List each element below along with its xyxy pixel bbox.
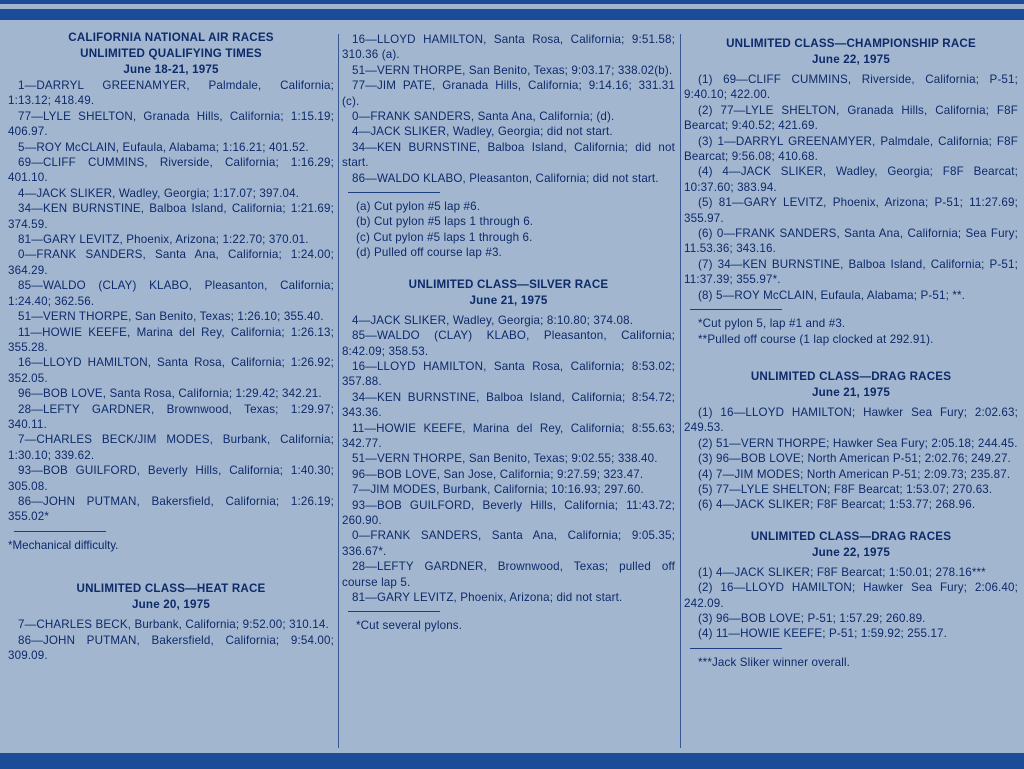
column-3 bbox=[684, 36, 1018, 670]
list-item: 4—JACK SLIKER, Wadley, Georgia; 8:10.80; 374.08. bbox=[352, 313, 634, 327]
list-item: (2) 77—LYLE SHELTON, Granada Hills, California; F8F Bearcat; 9:40.52; 421.69. bbox=[684, 103, 1018, 133]
list-item: 34—KEN BURNSTINE, Balboa Island, California; 1:21.69; 374.59. bbox=[8, 202, 334, 231]
list-item: (3) 1—DARRYL GREENAMYER, Palmdale, California; F8F Bearcat; 9:56.08; 410.68. bbox=[684, 134, 1018, 164]
list-item: 93—BOB GUILFORD, Beverly Hills, California; 1:40.30; 305.08. bbox=[8, 464, 334, 493]
list-item: 81—GARY LEVITZ, Phoenix, Arizona; 1:22.70; 370.01. bbox=[18, 233, 309, 247]
column-divider-1 bbox=[338, 34, 339, 748]
drag-race-2-date: June 22, 1975 bbox=[811, 545, 890, 559]
footnote: **Pulled off course (1 lap clocked at 292.91). bbox=[698, 332, 934, 346]
list-item: (2) 16—LLOYD HAMILTON; Hawker Sea Fury; 2:06.40; 242.09. bbox=[684, 581, 1018, 610]
column-2 bbox=[342, 32, 675, 634]
list-item: 86—WALDO KLABO, Pleasanton, California; did not start. bbox=[352, 171, 659, 185]
divider bbox=[348, 611, 440, 612]
list-item: 51—VERN THORPE, San Benito, Texas; 9:02.55; 338.40. bbox=[352, 452, 658, 466]
list-item: (4) 11—HOWIE KEEFE; P-51; 1:59.92; 255.17. bbox=[698, 627, 948, 641]
list-item: (5) 77—LYLE SHELTON; F8F Bearcat; 1:53.07; 270.63. bbox=[698, 482, 993, 496]
list-item: 28—LEFTY GARDNER, Brownwood, Texas; 1:29.97; 340.11. bbox=[8, 402, 334, 431]
list-item: 51—VERN THORPE, San Benito, Texas; 9:03.17; 338.02(b). bbox=[352, 63, 673, 77]
list-item: 0—FRANK SANDERS, Santa Ana, California; (d). bbox=[352, 110, 615, 124]
list-item: 4—JACK SLIKER, Wadley, Georgia; did not start. bbox=[352, 125, 613, 139]
list-item: 7—JIM MODES, Burbank, California; 10:16.93; 297.60. bbox=[352, 483, 644, 497]
list-item: 1—DARRYL GREENAMYER, Palmdale, California; 1:13.12; 418.49. bbox=[8, 79, 334, 108]
list-item: (1) 4—JACK SLIKER; F8F Bearcat; 1:50.01; 278.16*** bbox=[698, 565, 986, 579]
qualifying-date: June 18-21, 1975 bbox=[123, 63, 219, 76]
column-1 bbox=[8, 30, 334, 663]
top-border-thick bbox=[0, 9, 1024, 20]
drag-race-2-title: UNLIMITED CLASS—DRAG RACES bbox=[750, 529, 952, 543]
list-item: 16—LLOYD HAMILTON, Santa Rosa, California; 1:26.92; 352.05. bbox=[8, 356, 334, 385]
list-item: 11—HOWIE KEEFE, Marina del Rey, California; 1:26.13; 355.28. bbox=[8, 325, 334, 354]
heat-race-title: UNLIMITED CLASS—HEAT RACE bbox=[76, 582, 266, 596]
divider bbox=[690, 648, 782, 649]
list-item: 96—BOB LOVE, San Jose, California; 9:27.59; 323.47. bbox=[352, 467, 644, 481]
drag-race-1-title: UNLIMITED CLASS—DRAG RACES bbox=[750, 369, 952, 383]
list-item: (2) 51—VERN THORPE; Hawker Sea Fury; 2:05.18; 244.45. bbox=[698, 436, 1018, 450]
drag-race-1-date: June 21, 1975 bbox=[811, 385, 890, 399]
list-item: (6) 4—JACK SLIKER; F8F Bearcat; 1:53.77; 268.96. bbox=[698, 498, 976, 512]
list-item: 81—GARY LEVITZ, Phoenix, Arizona; did not start. bbox=[352, 591, 623, 604]
list-item: 93—BOB GUILFORD, Beverly Hills, California; 11:43.72; 260.90. bbox=[342, 498, 675, 527]
list-item: 7—CHARLES BECK, Burbank, California; 9:52.00; 310.14. bbox=[18, 618, 329, 632]
divider bbox=[348, 192, 440, 193]
list-item: (1) 69—CLIFF CUMMINS, Riverside, California; P-51; 9:40.10; 422.00. bbox=[684, 73, 1018, 102]
list-item: (3) 96—BOB LOVE; North American P-51; 2:02.76; 249.27. bbox=[698, 452, 1011, 466]
silver-race-title: UNLIMITED CLASS—SILVER RACE bbox=[408, 277, 609, 291]
footnote: *Cut several pylons. bbox=[356, 619, 463, 633]
heat-note: (b) Cut pylon #5 laps 1 through 6. bbox=[356, 215, 534, 229]
list-item: (4) 7—JIM MODES; North American P-51; 2:09.73; 235.87. bbox=[698, 467, 1011, 481]
list-item: 0—FRANK SANDERS, Santa Ana, California; 1:24.00; 364.29. bbox=[8, 248, 334, 277]
list-item: 51—VERN THORPE, San Benito, Texas; 1:26.10; 355.40. bbox=[18, 310, 324, 324]
list-item: (6) 0—FRANK SANDERS, Santa Ana, California; Sea Fury; 11.53.36; 343.16. bbox=[684, 227, 1018, 256]
list-item: (5) 81—GARY LEVITZ, Phoenix, Arizona; P-51; 11:27.69; 355.97. bbox=[684, 196, 1018, 225]
list-item: 34—KEN BURNSTINE, Balboa Island, California; did not start. bbox=[342, 140, 675, 170]
divider bbox=[690, 309, 782, 310]
list-item: 77—JIM PATE, Granada Hills, California; 9:14.16; 331.31 (c). bbox=[342, 79, 675, 108]
qualifying-list bbox=[8, 78, 334, 525]
list-item: (3) 96—BOB LOVE; P-51; 1:57.29; 260.89. bbox=[698, 611, 926, 625]
list-item: (7) 34—KEN BURNSTINE, Balboa Island, California; P-51; 11:37.39; 355.97*. bbox=[684, 257, 1018, 287]
list-item: 69—CLIFF CUMMINS, Riverside, California; 1:16.29; 401.10. bbox=[8, 156, 334, 185]
list-item: (1) 16—LLOYD HAMILTON; Hawker Sea Fury; 2:02.63; 249.53. bbox=[684, 405, 1018, 435]
list-item: 7—CHARLES BECK/JIM MODES, Burbank, California; 1:30.10; 339.62. bbox=[8, 433, 334, 462]
main-title: CALIFORNIA NATIONAL AIR RACES bbox=[68, 31, 274, 44]
list-item: 86—JOHN PUTMAN, Bakersfield, California; 1:26.19; 355.02* bbox=[8, 494, 334, 524]
championship-title: UNLIMITED CLASS—CHAMPIONSHIP RACE bbox=[726, 37, 976, 50]
list-item: 77—LYLE SHELTON, Granada Hills, California; 1:15.19; 406.97. bbox=[8, 109, 334, 139]
list-item: 16—LLOYD HAMILTON, Santa Rosa, California; 9:51.58; 310.36 (a). bbox=[342, 33, 675, 62]
list-item: 85—WALDO (CLAY) KLABO, Pleasanton, California; 1:24.40; 362.56. bbox=[8, 279, 334, 308]
list-item: 34—KEN BURNSTINE, Balboa Island, California; 8:54.72; 343.36. bbox=[342, 390, 675, 420]
heat-note: (c) Cut pylon #5 laps 1 through 6. bbox=[356, 230, 533, 244]
list-item: 86—JOHN PUTMAN, Bakersfield, California; 9:54.00; 309.09. bbox=[8, 633, 334, 662]
championship-date: June 22, 1975 bbox=[811, 53, 890, 66]
qualifying-title: UNLIMITED QUALIFYING TIMES bbox=[80, 47, 262, 60]
heat-note: (a) Cut pylon #5 lap #6. bbox=[356, 200, 481, 214]
heat-race-date: June 20, 1975 bbox=[131, 598, 210, 612]
divider bbox=[14, 531, 106, 532]
heat-note: (d) Pulled off course lap #3. bbox=[356, 246, 502, 260]
list-item: (4) 4—JACK SLIKER, Wadley, Georgia; F8F Bearcat; 10:37.60; 383.94. bbox=[684, 165, 1018, 194]
bottom-border bbox=[0, 753, 1024, 769]
list-item: 0—FRANK SANDERS, Santa Ana, California; 9:05.35; 336.67*. bbox=[342, 529, 675, 558]
list-item: 96—BOB LOVE, Santa Rosa, California; 1:29.42; 342.21. bbox=[18, 387, 322, 401]
list-item: (8) 5—ROY McCLAIN, Eufaula, Alabama; P-51; **. bbox=[698, 288, 966, 302]
list-item: 85—WALDO (CLAY) KLABO, Pleasanton, California; 8:42.09; 358.53. bbox=[342, 329, 675, 358]
list-item: 28—LEFTY GARDNER, Brownwood, Texas; pulled off course lap 5. bbox=[342, 560, 675, 589]
top-border-thin bbox=[0, 0, 1024, 4]
list-item: 11—HOWIE KEEFE, Marina del Rey, California; 8:55.63; 342.77. bbox=[342, 421, 675, 450]
footnote: *Cut pylon 5, lap #1 and #3. bbox=[698, 317, 846, 331]
footnote: *Mechanical difficulty. bbox=[8, 538, 119, 552]
list-item: 5—ROY McCLAIN, Eufaula, Alabama; 1:16.21; 401.52. bbox=[18, 140, 309, 154]
list-item: 16—LLOYD HAMILTON, Santa Rosa, California; 8:53.02; 357.88. bbox=[342, 359, 675, 389]
footnote: ***Jack Sliker winner overall. bbox=[698, 655, 851, 669]
column-divider-2 bbox=[680, 34, 681, 748]
list-item: 4—JACK SLIKER, Wadley, Georgia; 1:17.07; 397.04. bbox=[18, 186, 300, 200]
silver-race-date: June 21, 1975 bbox=[469, 293, 548, 307]
